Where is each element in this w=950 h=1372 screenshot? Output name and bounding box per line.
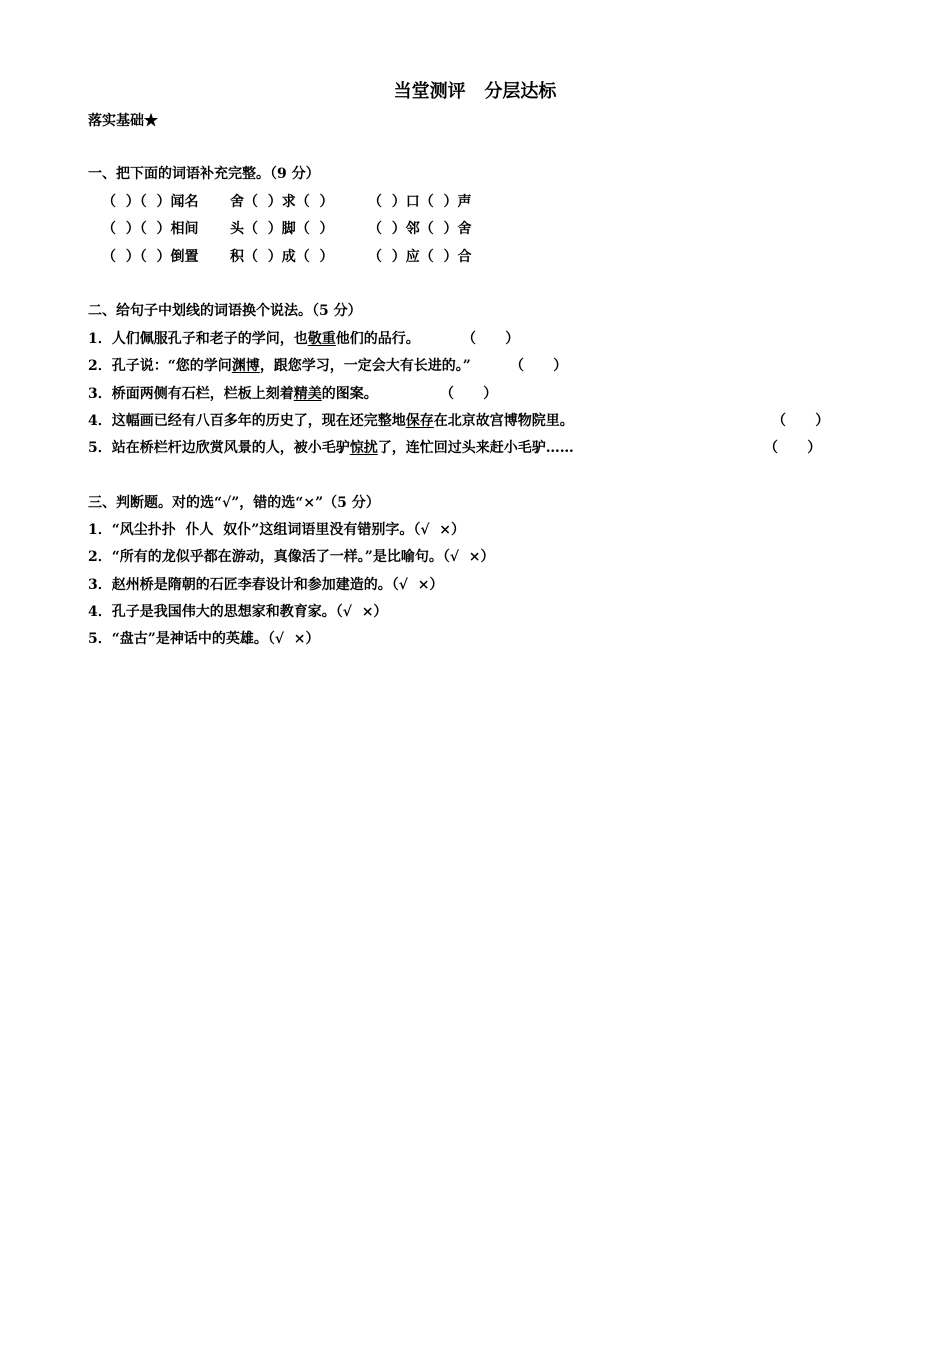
item-number: 5． <box>88 440 112 456</box>
item-number: 3． <box>88 577 112 593</box>
sentence-text: 这幅画已经有八百多年的历史了，现在还完整地 <box>111 413 406 429</box>
rephrase-item-2 <box>88 357 471 375</box>
answer-blank: （ ） <box>440 386 498 402</box>
answer-blank: （ ） <box>772 413 830 429</box>
sentence-text: 人们佩服孔子和老子的学问，也 <box>111 331 308 347</box>
fill-blank-row1-col1: （ ）（ ）闻名 <box>102 194 199 210</box>
section1-heading: 一、把下面的词语补充完整。（9 分） <box>88 166 320 182</box>
level-label: 落实基础★ <box>88 113 158 129</box>
statement-text: 赵州桥是隋朝的石匠李春设计和参加建造的。（√ ×） <box>111 577 444 593</box>
rephrase-item-3 <box>88 385 378 403</box>
item-number: 2． <box>88 549 112 565</box>
item-number: 3． <box>88 386 112 402</box>
underlined-word: 保存 <box>405 413 434 429</box>
sentence-text: 孔子说：“您的学问 <box>111 358 232 374</box>
fill-blank-row3-col2: 积（ ）成（ ） <box>230 249 334 265</box>
item-number: 4． <box>88 413 112 429</box>
rephrase-item-4 <box>88 412 574 430</box>
sentence-text: 他们的品行。 <box>335 331 420 347</box>
judge-item-4 <box>88 603 387 621</box>
fill-blank-row2-col2: 头（ ）脚（ ） <box>230 221 334 237</box>
sentence-text: 的图案。 <box>321 386 378 402</box>
underlined-word: 惊扰 <box>349 440 378 456</box>
answer-blank: （ ） <box>510 358 568 374</box>
underlined-word: 精美 <box>293 386 322 402</box>
fill-blank-row1-col2: 舍（ ）求（ ） <box>230 194 334 210</box>
fill-blank-row1-col3: （ ）口（ ）声 <box>368 194 472 210</box>
fill-blank-row2-col1: （ ）（ ）相间 <box>102 221 199 237</box>
section3-heading: 三、判断题。对的选“√”，错的选“×”（5 分） <box>88 495 380 511</box>
underlined-word: 敬重 <box>307 331 336 347</box>
judge-item-1 <box>88 521 465 539</box>
statement-text: 孔子是我国伟大的思想家和教育家。（√ ×） <box>111 604 388 620</box>
sentence-text: 了，连忙回过头来赶小毛驴…… <box>377 440 574 456</box>
sentence-text: 桥面两侧有石栏，栏板上刻着 <box>111 386 294 402</box>
sentence-text: 在北京故宫博物院里。 <box>433 413 574 429</box>
rephrase-item-1 <box>88 330 420 348</box>
statement-text: “所有的龙似乎都在游动，真像活了一样。”是比喻句。（√ ×） <box>111 549 495 565</box>
statement-text: “盘古”是神话中的英雄。（√ ×） <box>111 631 320 647</box>
fill-blank-row3-col1: （ ）（ ）倒置 <box>102 249 199 265</box>
sentence-text: 站在桥栏杆边欣赏风景的人，被小毛驴 <box>111 440 350 456</box>
judge-item-5 <box>88 630 320 648</box>
answer-blank: （ ） <box>764 440 822 456</box>
item-number: 5． <box>88 631 112 647</box>
item-number: 1． <box>88 331 112 347</box>
item-number: 2． <box>88 358 112 374</box>
item-number: 4． <box>88 604 112 620</box>
item-number: 1． <box>88 522 112 538</box>
page-title: 当堂测评 分层达标 <box>393 81 557 102</box>
answer-blank: （ ） <box>462 331 520 347</box>
rephrase-item-5 <box>88 439 574 457</box>
judge-item-2 <box>88 548 495 566</box>
fill-blank-row3-col3: （ ）应（ ）合 <box>368 249 472 265</box>
statement-text: “风尘扑扑 仆人 奴仆”这组词语里没有错别字。（√ ×） <box>111 522 466 538</box>
section2-heading: 二、给句子中划线的词语换个说法。（5 分） <box>88 303 362 319</box>
underlined-word: 渊博 <box>231 358 260 374</box>
sentence-text: ，跟您学习，一定会大有长进的。” <box>259 358 471 374</box>
judge-item-3 <box>88 576 443 594</box>
fill-blank-row2-col3: （ ）邻（ ）舍 <box>368 221 472 237</box>
